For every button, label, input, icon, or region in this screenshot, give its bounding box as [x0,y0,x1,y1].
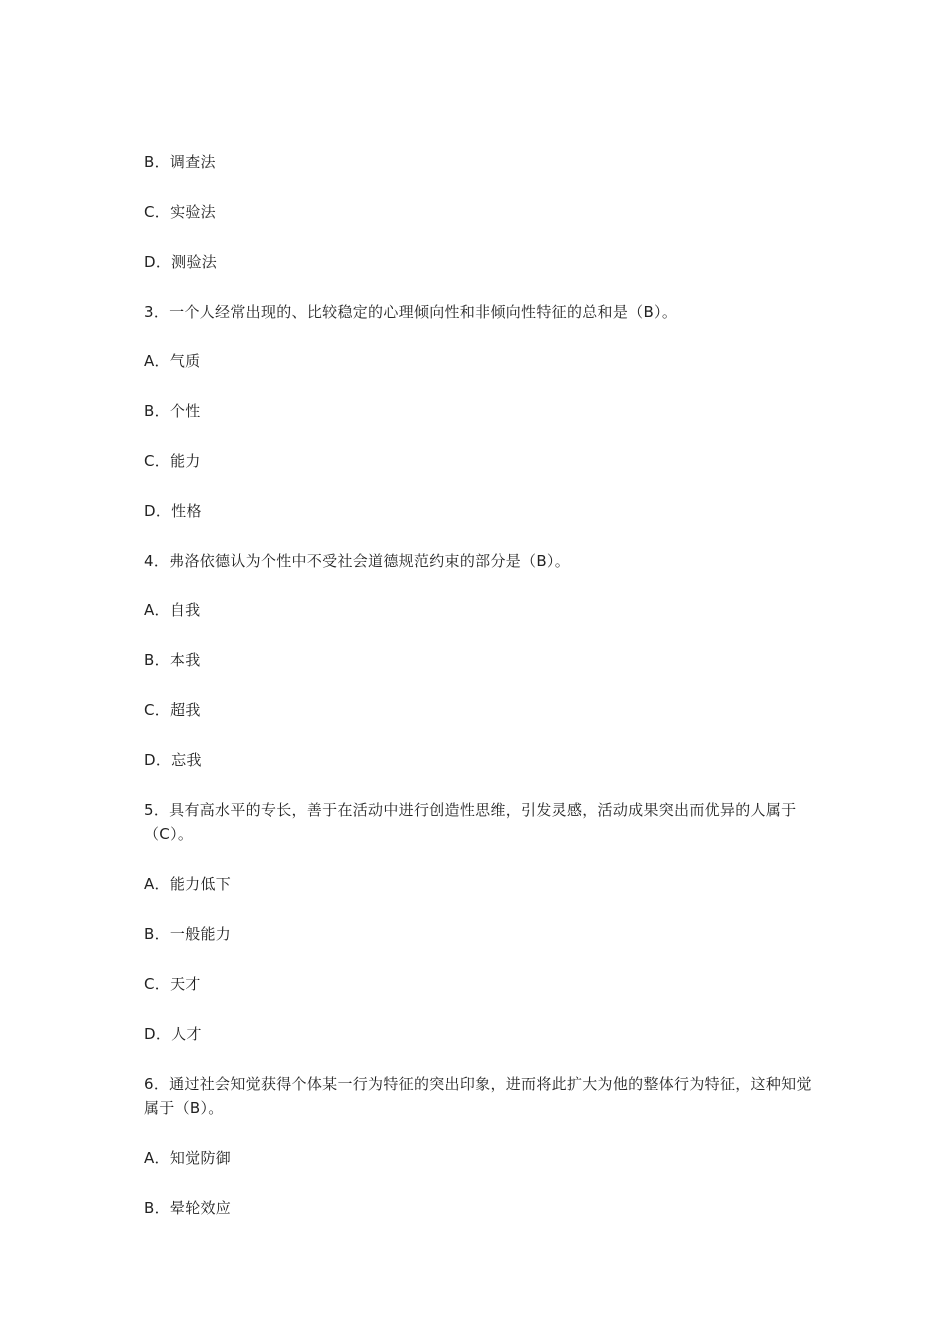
option-line: A．气质 [144,352,201,370]
option-line: B．本我 [144,651,201,669]
option-line: B．个性 [144,402,201,420]
option-line: B．一般能力 [144,925,232,943]
option-line: D．人才 [144,1025,202,1043]
option-line: A．知觉防御 [144,1149,232,1167]
option-line: D．性格 [144,502,202,520]
question-line: 4．弗洛依德认为个性中不受社会道德规范约束的部分是（B）。 [144,552,571,570]
option-line: A．能力低下 [144,875,232,893]
option-line: B．调查法 [144,153,216,171]
option-line: C．能力 [144,452,201,470]
option-line: D．忘我 [144,751,202,769]
option-line: C．实验法 [144,203,216,221]
question-line: 3．一个人经常出现的、比较稳定的心理倾向性和非倾向性特征的总和是（B）。 [144,303,678,321]
question-line: 5．具有高水平的专长，善于在活动中进行创造性思维，引发灵感，活动成果突出而优异的人属于（C）。 [144,801,797,843]
option-line: C．超我 [144,701,201,719]
option-line: B．晕轮效应 [144,1199,232,1217]
option-line: D．测验法 [144,253,218,271]
option-line: C．天才 [144,975,201,993]
question-line: 6．通过社会知觉获得个体某一行为特征的突出印象，进而将此扩大为他的整体行为特征，这种知觉属于（B）。 [144,1075,812,1117]
option-line: A．自我 [144,601,201,619]
